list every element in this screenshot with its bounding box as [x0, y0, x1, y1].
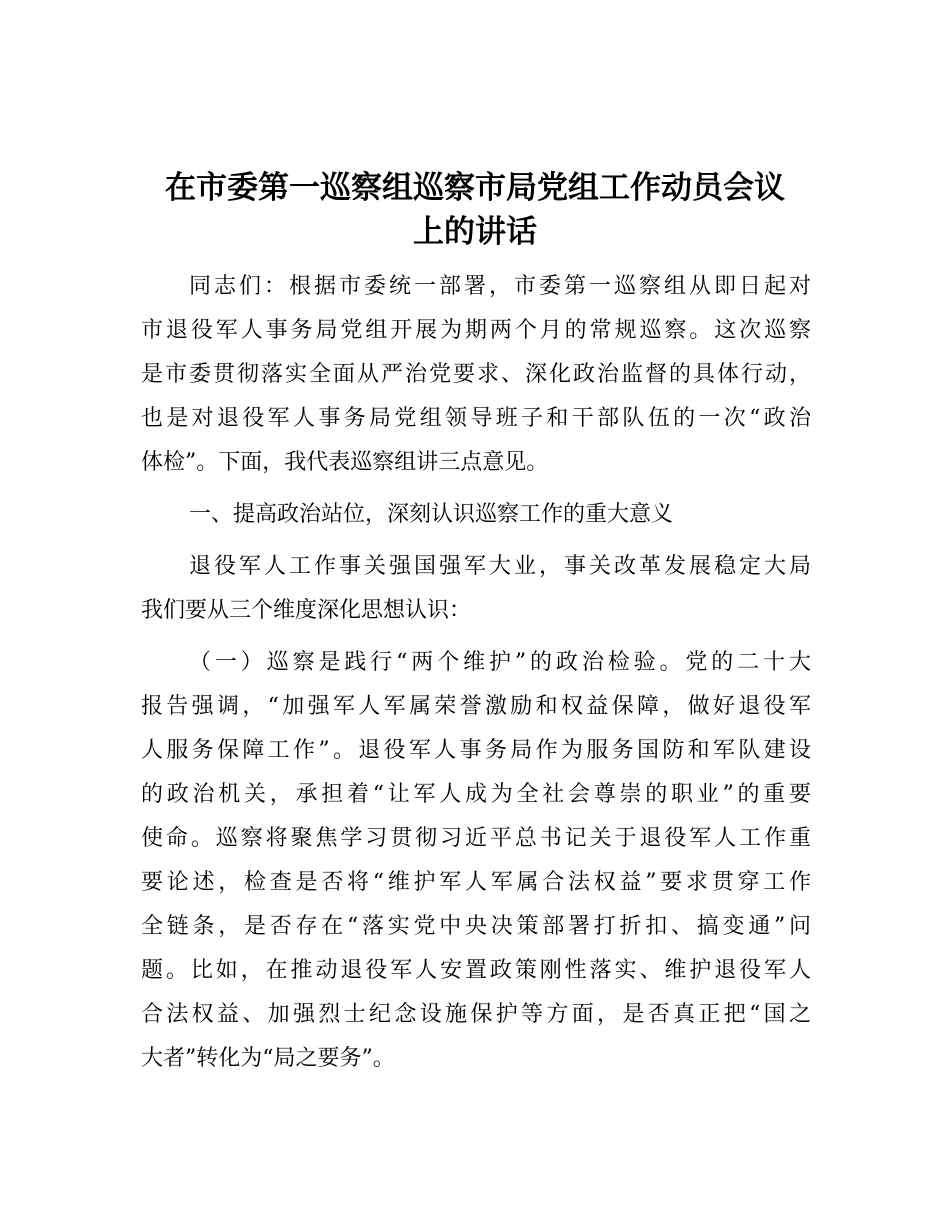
text-line: 同志们：根据市委统一部署，市委第一巡察组从即日起对: [189, 274, 811, 299]
document-title-line-2: 上的讲话: [413, 214, 537, 250]
text-line: 是市委贯彻落实全面从严治党要求、深化政治监督的具体行动，: [141, 362, 811, 387]
text-line: 体检”。下面，我代表巡察组讲三点意见。: [141, 450, 549, 475]
text-line: 合法权益、加强烈士纪念设施保护等方面，是否真正把“国之: [141, 1002, 811, 1027]
text-line: 也是对退役军人事务局党组领导班子和干部队伍的一次“政治: [141, 406, 811, 431]
text-line: 题。比如，在推动退役军人安置政策刚性落实、维护退役军人: [141, 958, 811, 983]
text-line: 人服务保障工作”。退役军人事务局作为服务国防和军队建设: [141, 738, 811, 763]
text-line: 报告强调，“加强军人军属荣誉激励和权益保障，做好退役军: [141, 694, 811, 719]
text-line: 全链条，是否存在“落实党中央决策部署打折扣、搞变通”问: [141, 914, 811, 939]
text-line: 的政治机关，承担着“让军人成为全社会尊崇的职业”的重要: [141, 782, 811, 807]
text-line: 要论述，检查是否将“维护军人军属合法权益”要求贯穿工作: [141, 870, 811, 895]
text-line: 退役军人工作事关强国强军大业，事关改革发展稳定大局: [189, 554, 811, 579]
text-line: 使命。巡察将聚焦学习贯彻习近平总书记关于退役军人工作重: [141, 826, 811, 851]
text-line: 大者”转化为“局之要务”。: [141, 1046, 395, 1071]
document-title-line-1: 在市委第一巡察组巡察市局党组工作动员会议: [165, 170, 785, 206]
text-line: 我们要从三个维度深化思想认识：: [141, 598, 472, 623]
text-line: 市退役军人事务局党组开展为期两个月的常规巡察。这次巡察: [141, 318, 811, 343]
text-line: （一）巡察是践行“两个维护”的政治检验。党的二十大: [189, 650, 811, 675]
section-heading: 一、提高政治站位，深刻认识巡察工作的重大意义: [189, 502, 674, 527]
